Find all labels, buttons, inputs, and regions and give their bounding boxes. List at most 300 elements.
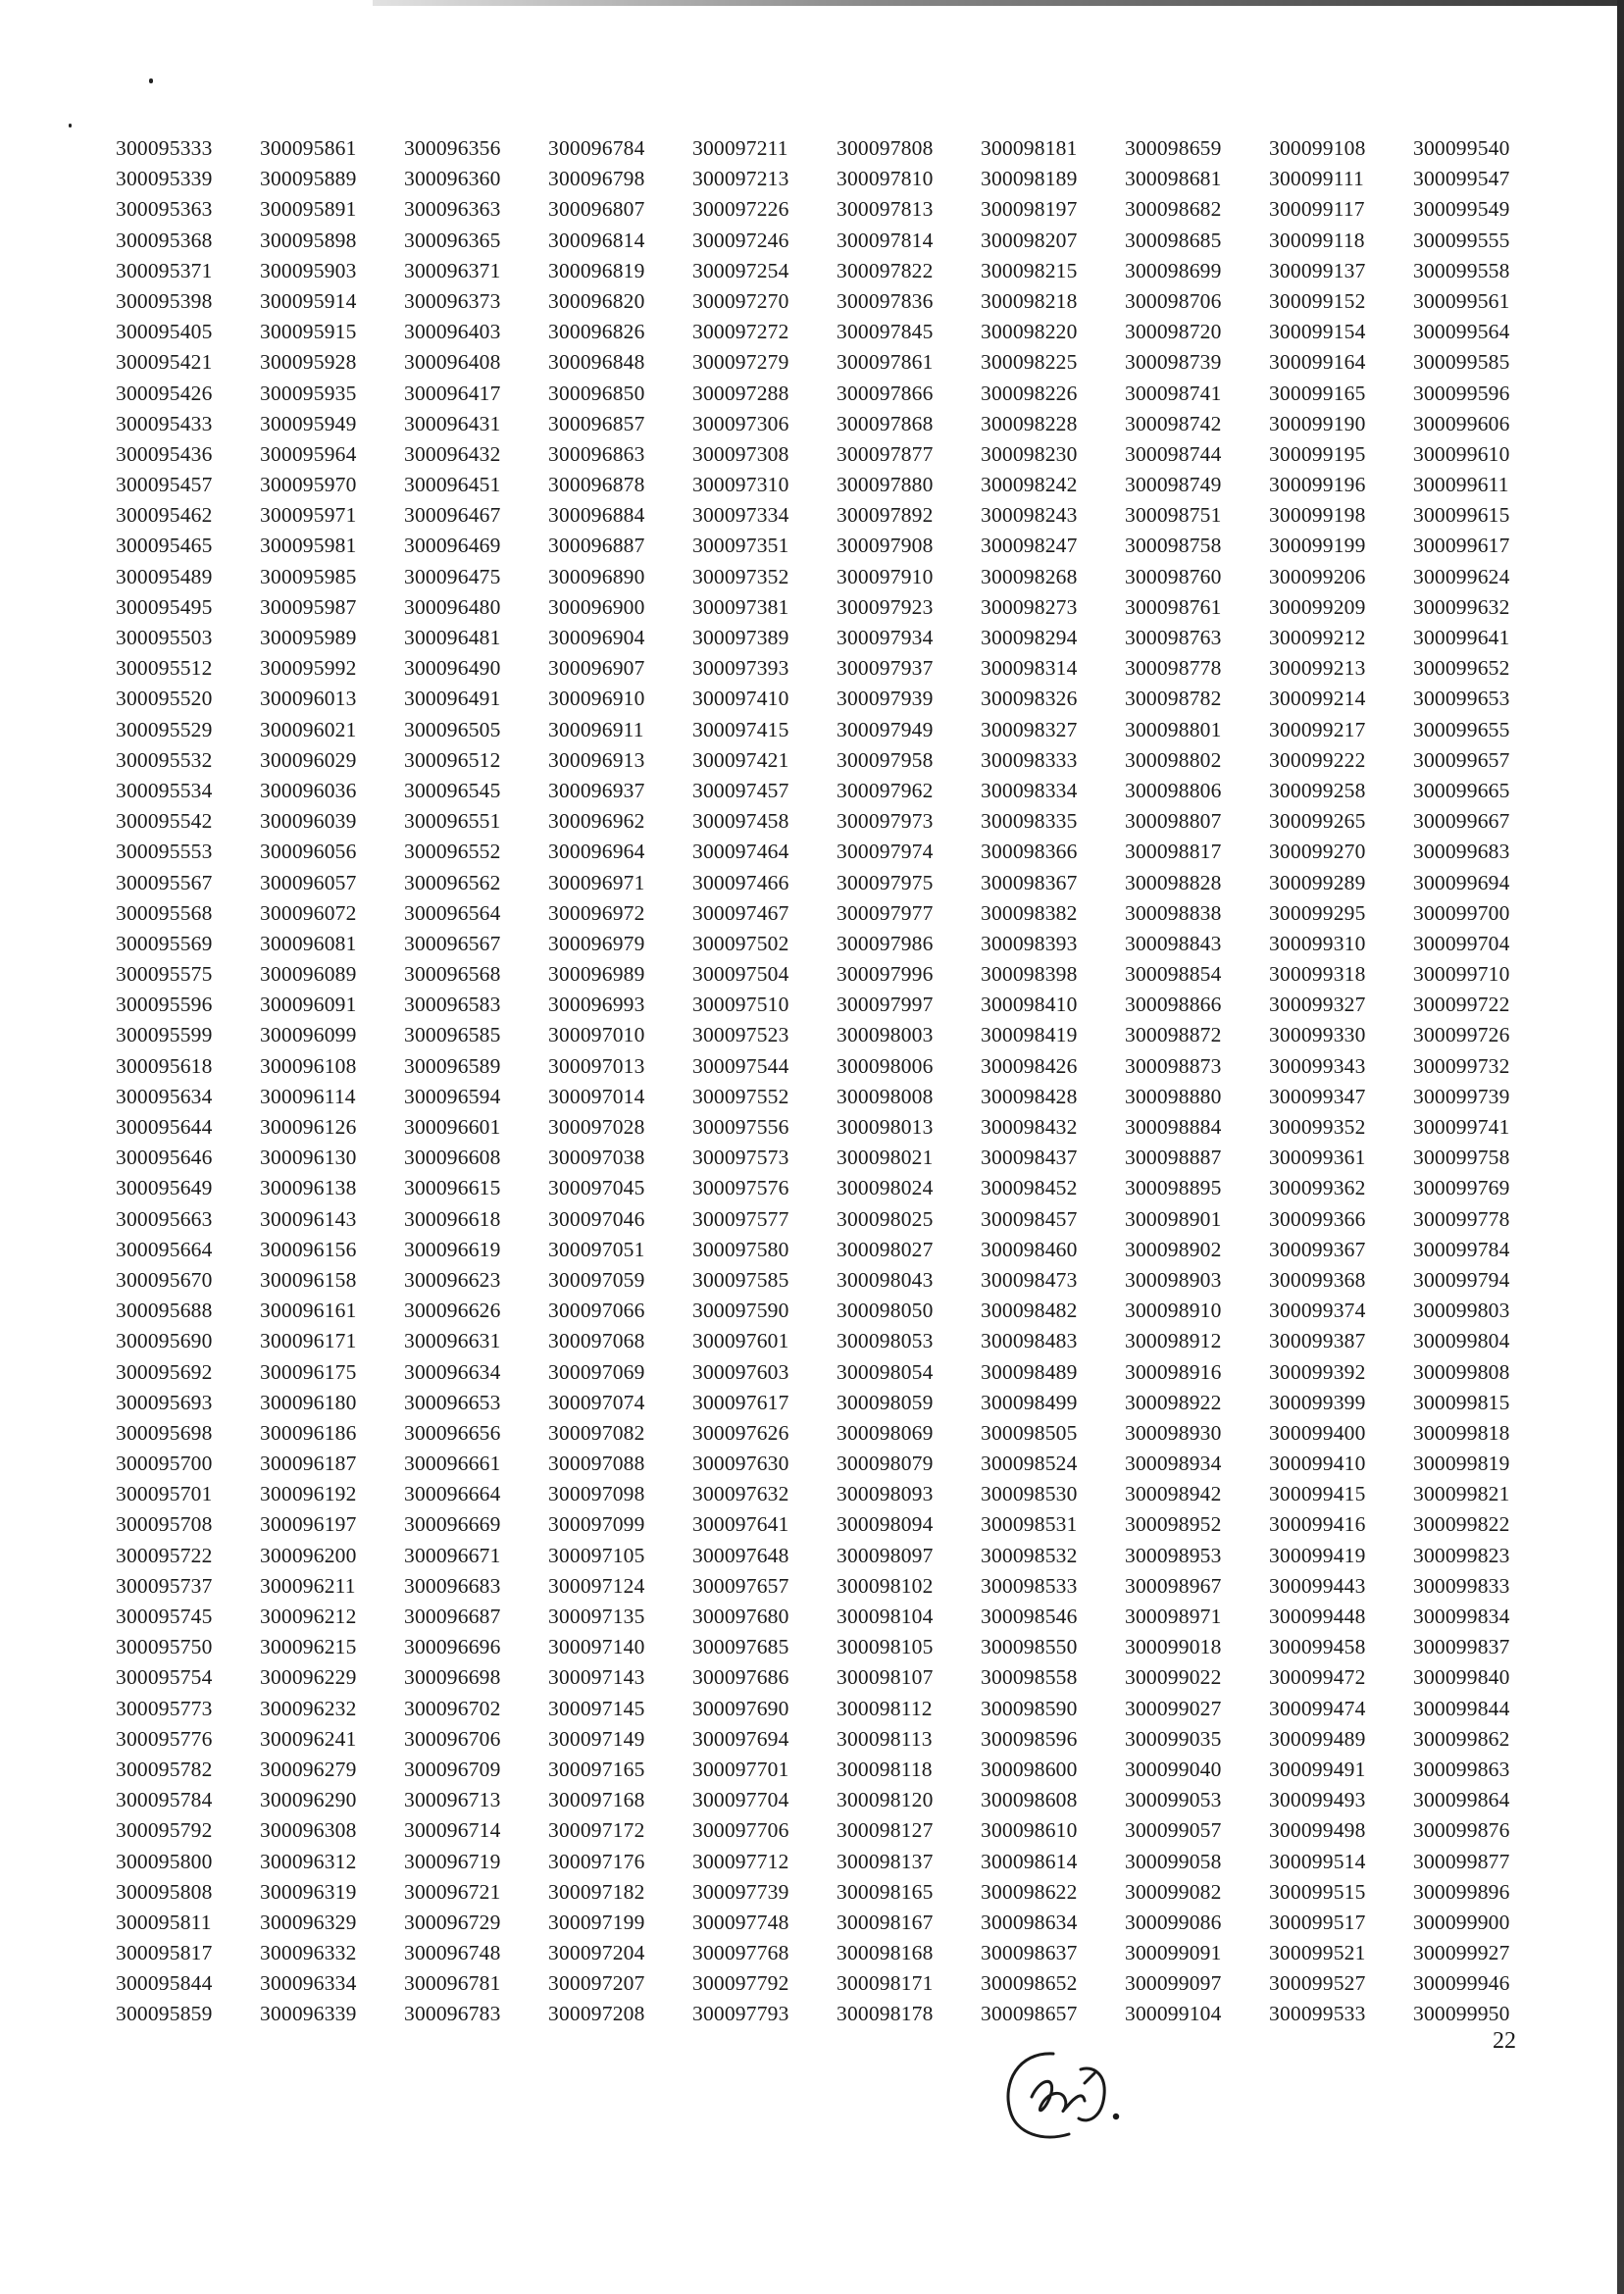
roll-number: 300097279 [692, 350, 789, 375]
roll-number: 300095989 [260, 626, 357, 649]
roll-number: 300096319 [260, 1879, 357, 1904]
roll-number: 300097124 [548, 1573, 645, 1598]
roll-number: 300099732 [1413, 1053, 1510, 1078]
roll-number: 300098910 [1125, 1299, 1222, 1323]
roll-number: 300098760 [1125, 564, 1222, 588]
roll-number: 300099362 [1269, 1176, 1366, 1200]
roll-number: 300098590 [981, 1696, 1078, 1720]
roll-number: 300097680 [692, 1605, 789, 1628]
roll-number: 300096709 [404, 1757, 501, 1781]
roll-number: 300096601 [404, 1115, 501, 1139]
roll-number: 300095690 [116, 1329, 213, 1353]
roll-number: 300096138 [260, 1176, 357, 1200]
roll-number: 300098268 [981, 564, 1078, 588]
roll-number: 300098843 [1125, 931, 1222, 955]
roll-number: 300099667 [1413, 809, 1510, 834]
roll-number: 300095426 [116, 381, 213, 405]
roll-number: 300095692 [116, 1359, 213, 1384]
roll-number: 300095891 [260, 197, 357, 222]
roll-number: 300097701 [692, 1757, 789, 1781]
roll-number: 300099863 [1413, 1757, 1510, 1781]
roll-number: 300096962 [548, 809, 645, 834]
roll-number: 300095935 [260, 381, 357, 405]
roll-number: 300098828 [1125, 870, 1222, 894]
roll-number: 300096594 [404, 1084, 501, 1108]
roll-number: 300099769 [1413, 1176, 1510, 1200]
roll-number: 300098215 [981, 258, 1078, 282]
roll-number: 300099655 [1413, 717, 1510, 741]
roll-number: 300097045 [548, 1176, 645, 1200]
roll-number: 300096784 [548, 136, 645, 160]
roll-number: 300099327 [1269, 993, 1366, 1017]
roll-number: 300095568 [116, 900, 213, 925]
roll-number: 300095800 [116, 1849, 213, 1873]
roll-number: 300098761 [1125, 594, 1222, 619]
roll-number: 300099558 [1413, 258, 1510, 282]
roll-number: 300097013 [548, 1053, 645, 1078]
roll-number: 300098505 [981, 1420, 1078, 1445]
roll-number: 300097704 [692, 1788, 789, 1812]
roll-number: 300096545 [404, 778, 501, 802]
roll-number: 300096979 [548, 931, 645, 955]
roll-number: 300098127 [837, 1818, 934, 1843]
roll-number: 300097458 [692, 809, 789, 834]
roll-number: 300095534 [116, 778, 213, 802]
roll-number: 300095987 [260, 594, 357, 619]
roll-number: 300096229 [260, 1665, 357, 1690]
roll-number: 300097685 [692, 1635, 789, 1659]
roll-number: 300098634 [981, 1910, 1078, 1934]
scan-right-edge [1617, 0, 1624, 2294]
roll-number: 300098207 [981, 228, 1078, 252]
roll-number: 300099606 [1413, 411, 1510, 435]
roll-number: 300097082 [548, 1420, 645, 1445]
roll-number: 300098483 [981, 1329, 1078, 1353]
roll-number: 300097059 [548, 1267, 645, 1292]
roll-number: 300095861 [260, 136, 357, 160]
roll-number: 300099352 [1269, 1115, 1366, 1139]
roll-number: 300098294 [981, 626, 1078, 649]
roll-number: 300098499 [981, 1390, 1078, 1414]
roll-number: 300098880 [1125, 1084, 1222, 1108]
roll-number: 300098685 [1125, 228, 1222, 252]
roll-number: 300095569 [116, 931, 213, 955]
roll-number: 300099564 [1413, 320, 1510, 344]
roll-number: 300095421 [116, 350, 213, 375]
roll-number: 300096714 [404, 1818, 501, 1843]
roll-number: 300098903 [1125, 1267, 1222, 1292]
roll-number: 300097880 [837, 473, 934, 497]
roll-number: 300096713 [404, 1788, 501, 1812]
roll-number: 300099053 [1125, 1788, 1222, 1812]
roll-number: 300099710 [1413, 962, 1510, 987]
roll-number: 300097977 [837, 900, 934, 925]
number-column [1269, 133, 1413, 2030]
roll-number: 300099118 [1269, 228, 1365, 252]
roll-number: 300097038 [548, 1146, 645, 1170]
roll-number: 300099368 [1269, 1267, 1366, 1292]
roll-number: 300096480 [404, 594, 501, 619]
roll-number: 300096329 [260, 1910, 357, 1934]
roll-number: 300096197 [260, 1512, 357, 1537]
roll-number: 300095903 [260, 258, 357, 282]
roll-number: 300097934 [837, 626, 934, 649]
number-column [692, 133, 837, 2030]
roll-number: 300096186 [260, 1420, 357, 1445]
roll-number: 300099758 [1413, 1146, 1510, 1170]
roll-number: 300097923 [837, 594, 934, 619]
roll-number: 300097544 [692, 1053, 789, 1078]
roll-number: 300097814 [837, 228, 934, 252]
roll-number: 300097793 [692, 2002, 789, 2026]
roll-number: 300099366 [1269, 1206, 1366, 1231]
roll-number: 300096585 [404, 1023, 501, 1047]
roll-number: 300097176 [548, 1849, 645, 1873]
roll-number: 300098094 [837, 1512, 934, 1537]
roll-number: 300099410 [1269, 1452, 1366, 1476]
roll-number: 300096187 [260, 1452, 357, 1476]
roll-number: 300097306 [692, 411, 789, 435]
roll-number: 300099295 [1269, 900, 1366, 925]
roll-number: 300097254 [692, 258, 789, 282]
roll-number: 300096972 [548, 900, 645, 925]
roll-number: 300097308 [692, 441, 789, 466]
roll-number: 300099617 [1413, 534, 1510, 558]
roll-number: 300098366 [981, 840, 1078, 864]
roll-number: 300097962 [837, 778, 934, 802]
roll-number: 300099498 [1269, 1818, 1366, 1843]
roll-number: 300099212 [1269, 626, 1366, 649]
roll-number: 300098744 [1125, 441, 1222, 466]
roll-number: 300096721 [404, 1879, 501, 1904]
roll-number: 300098550 [981, 1635, 1078, 1659]
roll-number: 300099018 [1125, 1635, 1222, 1659]
roll-number: 300097270 [692, 288, 789, 313]
roll-number: 300097632 [692, 1482, 789, 1506]
roll-number: 300098225 [981, 350, 1078, 375]
roll-number: 300095700 [116, 1452, 213, 1476]
roll-number: 300095971 [260, 503, 357, 528]
roll-number: 300097866 [837, 381, 934, 405]
roll-number: 300097845 [837, 320, 934, 344]
roll-number: 300097892 [837, 503, 934, 528]
roll-number: 300097576 [692, 1176, 789, 1200]
roll-number: 300098934 [1125, 1452, 1222, 1476]
roll-number: 300099196 [1269, 473, 1366, 497]
roll-number: 300096687 [404, 1605, 501, 1628]
roll-number: 300097577 [692, 1206, 789, 1231]
roll-number: 300098025 [837, 1206, 934, 1231]
roll-number: 300098335 [981, 809, 1078, 834]
roll-number: 300099040 [1125, 1757, 1222, 1781]
roll-number: 300098093 [837, 1482, 934, 1506]
roll-number: 300099896 [1413, 1879, 1510, 1904]
scan-speck [69, 124, 72, 127]
roll-number: 300099493 [1269, 1788, 1366, 1812]
roll-number: 300096552 [404, 840, 501, 864]
roll-number: 300098054 [837, 1359, 934, 1384]
roll-number: 300096814 [548, 228, 645, 252]
roll-number: 300096108 [260, 1053, 357, 1078]
roll-number: 300098758 [1125, 534, 1222, 558]
roll-number: 300099818 [1413, 1420, 1510, 1445]
roll-number: 300097393 [692, 656, 789, 681]
roll-number: 300098817 [1125, 840, 1222, 864]
roll-number: 300099821 [1413, 1482, 1510, 1506]
roll-number: 300098247 [981, 534, 1078, 558]
roll-number: 300097877 [837, 441, 934, 466]
number-column [981, 133, 1125, 2030]
roll-number: 300097014 [548, 1084, 645, 1108]
roll-number: 300097975 [837, 870, 934, 894]
roll-number: 300097813 [837, 197, 934, 222]
roll-number: 300095970 [260, 473, 357, 497]
roll-number: 300097135 [548, 1605, 645, 1628]
roll-number: 300096039 [260, 809, 357, 834]
roll-number: 300095436 [116, 441, 213, 466]
roll-number: 300099547 [1413, 167, 1510, 191]
roll-number: 300098533 [981, 1573, 1078, 1598]
roll-number: 300097246 [692, 228, 789, 252]
roll-number: 300099549 [1413, 197, 1510, 222]
roll-number: 300095985 [260, 564, 357, 588]
roll-number: 300097523 [692, 1023, 789, 1047]
roll-number: 300098681 [1125, 167, 1222, 191]
roll-number: 300097140 [548, 1635, 645, 1659]
roll-number: 300099137 [1269, 258, 1366, 282]
roll-number: 300099198 [1269, 503, 1366, 528]
roll-number: 300099491 [1269, 1757, 1366, 1781]
roll-number: 300097504 [692, 962, 789, 987]
roll-number: 300095646 [116, 1146, 213, 1170]
roll-number: 300098327 [981, 717, 1078, 741]
roll-number: 300098699 [1125, 258, 1222, 282]
roll-number: 300096661 [404, 1452, 501, 1476]
roll-number: 300097580 [692, 1237, 789, 1261]
roll-number: 300098410 [981, 993, 1078, 1017]
roll-number: 300098118 [837, 1757, 933, 1781]
roll-number: 300096363 [404, 197, 501, 222]
roll-number: 300098802 [1125, 747, 1222, 772]
roll-number: 300099448 [1269, 1605, 1366, 1628]
roll-number: 300099823 [1413, 1543, 1510, 1567]
roll-number: 300098393 [981, 931, 1078, 955]
roll-number: 300096989 [548, 962, 645, 987]
roll-number: 300096512 [404, 747, 501, 772]
roll-number: 300098171 [837, 1971, 934, 1996]
roll-number: 300096993 [548, 993, 645, 1017]
roll-number: 300098873 [1125, 1053, 1222, 1078]
roll-number: 300099206 [1269, 564, 1366, 588]
roll-number: 300099876 [1413, 1818, 1510, 1843]
roll-number: 300097601 [692, 1329, 789, 1353]
roll-number: 300096878 [548, 473, 645, 497]
roll-number: 300096021 [260, 717, 357, 741]
roll-number: 300096408 [404, 350, 501, 375]
roll-number: 300095663 [116, 1206, 213, 1231]
roll-number: 300096551 [404, 809, 501, 834]
roll-number: 300096290 [260, 1788, 357, 1812]
roll-number: 300097768 [692, 1941, 789, 1965]
roll-number: 300099514 [1269, 1849, 1366, 1873]
roll-number: 300095405 [116, 320, 213, 344]
roll-number: 300098242 [981, 473, 1078, 497]
roll-number: 300099270 [1269, 840, 1366, 864]
roll-number: 300097937 [837, 656, 934, 681]
roll-number: 300095599 [116, 1023, 213, 1047]
number-column [260, 133, 404, 2030]
roll-number: 300097949 [837, 717, 934, 741]
roll-number: 300097822 [837, 258, 934, 282]
roll-number: 300097648 [692, 1543, 789, 1567]
roll-number: 300097010 [548, 1023, 645, 1047]
roll-number: 300098137 [837, 1849, 934, 1873]
roll-number: 300099190 [1269, 411, 1366, 435]
roll-number: 300096863 [548, 441, 645, 466]
roll-number: 300095542 [116, 809, 213, 834]
roll-number: 300096857 [548, 411, 645, 435]
roll-number: 300095520 [116, 687, 213, 711]
roll-number: 300099533 [1269, 2002, 1366, 2026]
roll-number: 300099610 [1413, 441, 1510, 466]
roll-number: 300099022 [1125, 1665, 1222, 1690]
roll-number: 300096890 [548, 564, 645, 588]
roll-number: 300097211 [692, 136, 788, 160]
roll-number: 300099152 [1269, 288, 1366, 313]
roll-number: 300098749 [1125, 473, 1222, 497]
roll-number: 300097603 [692, 1359, 789, 1384]
roll-number: 300097051 [548, 1237, 645, 1261]
roll-number: 300098181 [981, 136, 1078, 160]
roll-number: 300096567 [404, 931, 501, 955]
roll-number: 300097973 [837, 809, 934, 834]
roll-number: 300099443 [1269, 1573, 1366, 1598]
roll-number: 300096339 [260, 2002, 357, 2026]
roll-number: 300099289 [1269, 870, 1366, 894]
roll-number: 300097739 [692, 1879, 789, 1904]
roll-number: 300097694 [692, 1726, 789, 1751]
roll-number: 300096013 [260, 687, 357, 711]
roll-number: 300097466 [692, 870, 789, 894]
roll-number: 300095750 [116, 1635, 213, 1659]
roll-number: 300098021 [837, 1146, 934, 1170]
number-column [116, 133, 260, 2030]
roll-number: 300095634 [116, 1084, 213, 1108]
roll-number: 300096365 [404, 228, 501, 252]
roll-number: 300099330 [1269, 1023, 1366, 1047]
roll-number: 300095553 [116, 840, 213, 864]
roll-number: 300096656 [404, 1420, 501, 1445]
roll-number: 300096631 [404, 1329, 501, 1353]
roll-number: 300096091 [260, 993, 357, 1017]
roll-number: 300099517 [1269, 1910, 1366, 1934]
roll-number: 300098426 [981, 1053, 1078, 1078]
roll-number: 300098107 [837, 1665, 934, 1690]
roll-number: 300097068 [548, 1329, 645, 1353]
roll-number: 300099694 [1413, 870, 1510, 894]
roll-number: 300095745 [116, 1605, 213, 1628]
roll-number: 300096910 [548, 687, 645, 711]
roll-number: 300096143 [260, 1206, 357, 1231]
roll-number: 300097861 [837, 350, 934, 375]
roll-number: 300096451 [404, 473, 501, 497]
roll-number: 300097958 [837, 747, 934, 772]
roll-number: 300099392 [1269, 1359, 1366, 1384]
roll-number: 300095898 [260, 228, 357, 252]
roll-number: 300098006 [837, 1053, 934, 1078]
roll-number: 300099700 [1413, 900, 1510, 925]
roll-number: 300097165 [548, 1757, 645, 1781]
roll-number: 300099091 [1125, 1941, 1222, 1965]
roll-number: 300097996 [837, 962, 934, 987]
roll-number: 300095949 [260, 411, 357, 435]
roll-number: 300098105 [837, 1635, 934, 1659]
roll-number: 300095529 [116, 717, 213, 741]
roll-number: 300096156 [260, 1237, 357, 1261]
roll-number: 300098120 [837, 1788, 934, 1812]
roll-number: 300097145 [548, 1696, 645, 1720]
number-column [837, 133, 981, 2030]
roll-number: 300099258 [1269, 778, 1366, 802]
roll-number: 300099722 [1413, 993, 1510, 1017]
roll-number: 300099057 [1125, 1818, 1222, 1843]
roll-number: 300098167 [837, 1910, 934, 1934]
roll-number: 300096081 [260, 931, 357, 955]
roll-number: 300099347 [1269, 1084, 1366, 1108]
roll-number: 300097997 [837, 993, 934, 1017]
roll-number: 300098112 [837, 1696, 933, 1720]
roll-number: 300099195 [1269, 441, 1366, 466]
roll-number: 300099027 [1125, 1696, 1222, 1720]
number-column [548, 133, 692, 2030]
roll-number: 300099318 [1269, 962, 1366, 987]
roll-number: 300099683 [1413, 840, 1510, 864]
roll-number: 300097272 [692, 320, 789, 344]
roll-number: 300099844 [1413, 1696, 1510, 1720]
roll-number: 300097510 [692, 993, 789, 1017]
roll-number: 300096719 [404, 1849, 501, 1873]
roll-number: 300097182 [548, 1879, 645, 1904]
roll-number: 300099082 [1125, 1879, 1222, 1904]
roll-number: 300098741 [1125, 381, 1222, 405]
roll-number: 300096200 [260, 1543, 357, 1567]
roll-number: 300097974 [837, 840, 934, 864]
roll-number: 300096608 [404, 1146, 501, 1170]
roll-number: 300099803 [1413, 1299, 1510, 1323]
roll-number: 300095567 [116, 870, 213, 894]
roll-number: 300096215 [260, 1635, 357, 1659]
roll-number: 300097810 [837, 167, 934, 191]
roll-number: 300095928 [260, 350, 357, 375]
roll-number: 300096356 [404, 136, 501, 160]
roll-number: 300098901 [1125, 1206, 1222, 1231]
roll-number: 300097836 [837, 288, 934, 313]
roll-number: 300097028 [548, 1115, 645, 1139]
roll-number: 300098922 [1125, 1390, 1222, 1414]
roll-number: 300096490 [404, 656, 501, 681]
roll-number: 300097143 [548, 1665, 645, 1690]
roll-number: 300099415 [1269, 1482, 1366, 1506]
roll-number: 300099704 [1413, 931, 1510, 955]
roll-number: 300096469 [404, 534, 501, 558]
roll-number: 300096371 [404, 258, 501, 282]
roll-number: 300097457 [692, 778, 789, 802]
roll-number: 300095693 [116, 1390, 213, 1414]
roll-number: 300096887 [548, 534, 645, 558]
roll-number: 300096634 [404, 1359, 501, 1384]
roll-number: 300099310 [1269, 931, 1366, 955]
roll-number: 300097105 [548, 1543, 645, 1567]
